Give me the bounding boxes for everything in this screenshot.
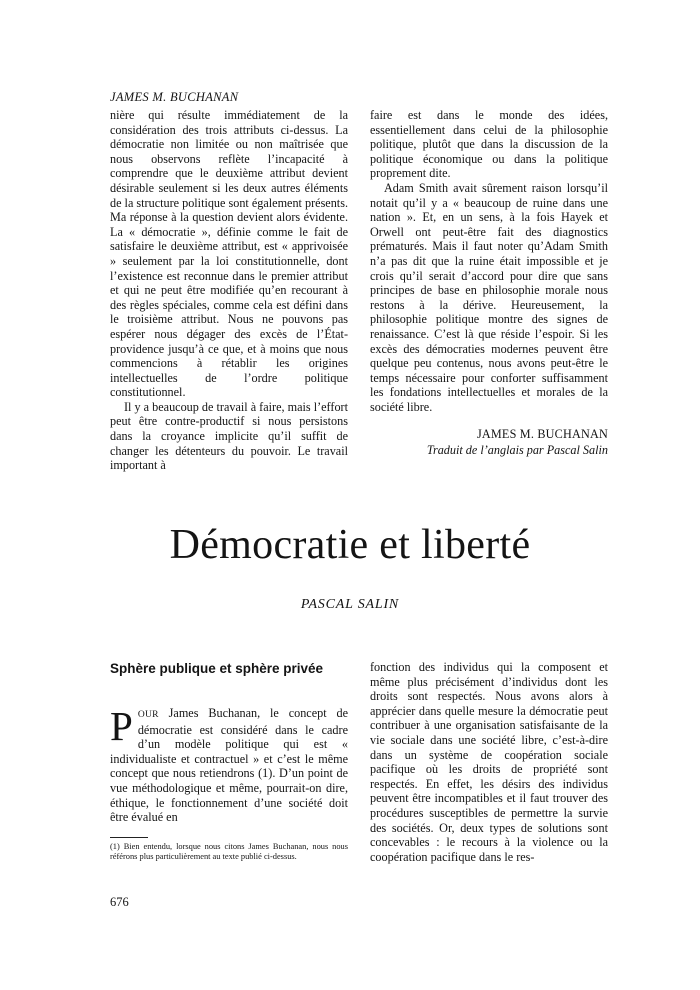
prev-article-paragraph: Il y a beaucoup de travail à faire, mais l’effort peut être contre-productif si nous persistons dans la croyance implicite qu’il suffit de changer les détenteurs du pouvoir. Le travail important à: [110, 399, 348, 473]
article-text: . D’un point de vue méthodologique et même, pourrait-on dire, éthique, le fonctionnement d’une société doit être évalué en: [110, 766, 349, 825]
article-paragraph: fonction des individus qui la composent et même plus précisément d’individus dont les droits sont respectés. Nous avons alors à apprécier dans quelle mesure la démocratie peut contribuer à une organisation satisfaisante de la vie sociale dans une société libre, c’est-à-dire dans un système de coopération sociale pacifique où les droits de propriété sont respectés. En effet, les désirs des individus peuvent être incompatibles et il faut trouver des procédures susceptibles de permettre la survie des sociétés. Or, deux types de solutions sont concevables : le recours à la violence ou la coopération pacifique dans le res-: [370, 660, 608, 864]
footnote: (1) Bien entendu, lorsque nous citons James Buchanan, nous nous référons plus particulièrement au texte publié ci-dessus.: [110, 841, 348, 861]
footnote-divider: [110, 837, 148, 838]
signature-block: [370, 426, 608, 458]
prev-article-paragraph: nière qui résulte immédiatement de la considération des trois attributs ci-dessus. La démocratie non limitée ou non maîtrisée que nous observons reflète l’incapacité à comprendre que le deuxième attribut devient désirable seulement si les deux autres éléments de la structure politique sont également présents. Ma réponse à la question devient alors évidente. La « démocratie », définie comme le fait de satisfaire le deuxième attribut, est « apprivoisée » seulement par la loi constitutionnelle, dont l’existence est reconnue dans le premier attribut et qui ne peut être modifiée qu’en recourant à des règles spéciales, comme cela est défini dans le troisième attribut. Nous ne pouvons pas espérer nous dégager des excès de l’État-providence jusqu’à ce que, et à moins que nous commencions à rétablir les origines intellectuelles de l’ordre politique constitutionnel.: [110, 108, 348, 400]
prev-article-paragraph: Adam Smith avait sûrement raison lorsqu’il notait qu’il y a « beaucoup de ruine dans une nation ». Et, en un sens, à la fois Hayek et Orwell ont peut-être fait des diagnostics prématurés. Mais il faut noter qu’Adam Smith n’a pas dit que la ruine était impossible et je crois qu’il serait d’accord pour dire que sans principes de base en philosophie morale nous restons à la dérive. Heureusement, la philosophie politique montre des signes de renaissance. C’est là que réside l’espoir. Si les excès des démocraties modernes peuvent être quelque peu contenus, nous avons peut-être le temps nécessaire pour conforter suffisamment les fondations intellectuelles et morales de la société libre.: [370, 180, 608, 414]
signature-name: JAMES M. BUCHANAN: [476, 427, 608, 442]
article-right-column: [370, 660, 608, 864]
prev-article-left-column: [110, 108, 348, 473]
article-text: James Buchanan, le concept de démocratie est considéré dans le cadre d’un modèle politique qui est « individualiste et contractuel » et c’est le même concept que nous retiendrons: [110, 706, 348, 781]
article-author: PASCAL SALIN: [300, 597, 400, 612]
section-heading: Sphère publique et sphère privée: [110, 661, 324, 676]
translation-credit: Traduit de l’anglais par Pascal Salin: [426, 443, 608, 458]
prev-article-right-column: [370, 108, 608, 458]
page-number: 676: [110, 895, 129, 909]
lead-smallcaps: OUR: [137, 710, 159, 720]
footnote-reference: (1): [258, 766, 273, 781]
prev-article-paragraph: faire est dans le monde des idées, essentiellement dans celui de la philosophie politique, plutôt que dans la discussion de la politique économique ou dans la politique proprement dite.: [370, 108, 608, 181]
running-head: JAMES M. BUCHANAN: [110, 90, 239, 104]
article-title: Démocratie et liberté: [169, 522, 531, 568]
article-left-column: [110, 660, 348, 862]
article-paragraph: [110, 703, 349, 825]
drop-cap: P: [110, 703, 133, 749]
